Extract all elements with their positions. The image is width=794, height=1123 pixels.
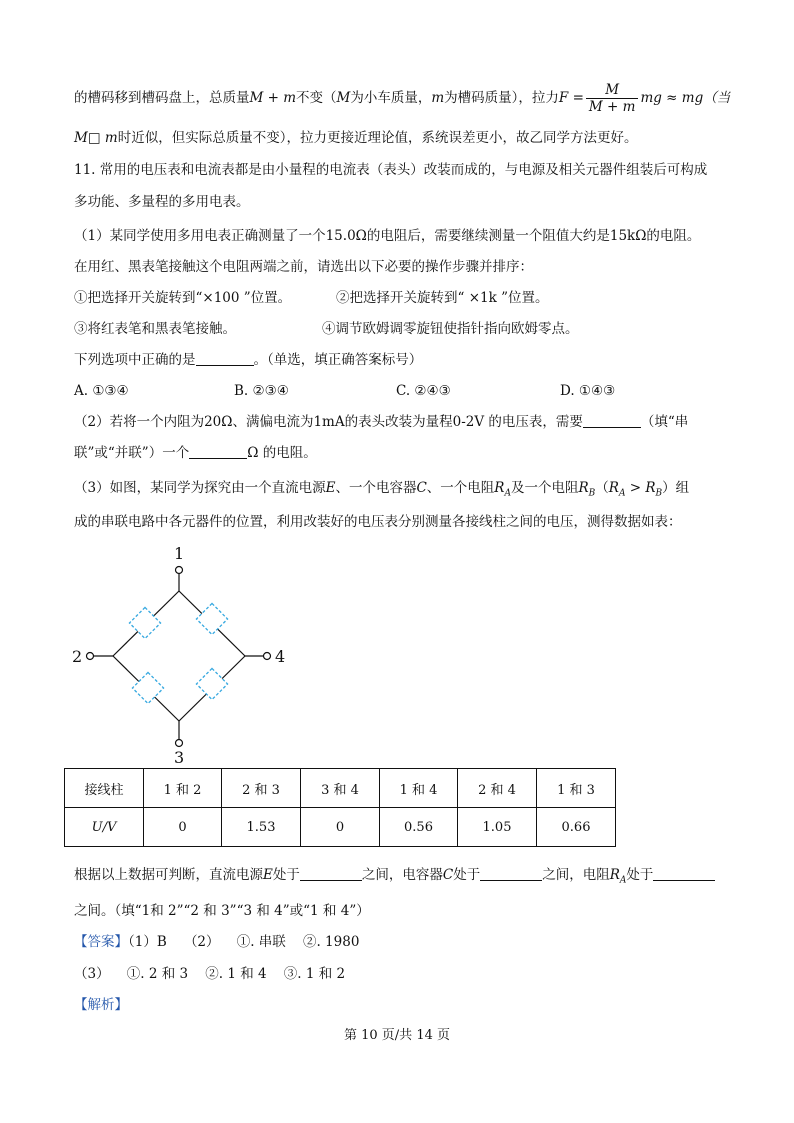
component-box-1-2: [129, 607, 160, 638]
component-box-1-4: [196, 603, 227, 634]
table-header-cell: 接线柱: [65, 769, 144, 808]
terminal-1: [176, 567, 183, 574]
answer-blank[interactable]: [196, 351, 254, 366]
option-a[interactable]: A. ①③④: [74, 383, 129, 399]
circuit-diagram: [70, 543, 290, 768]
step-1: ①把选择开关旋转到“×100 ”位置。: [74, 290, 292, 306]
answer-blank[interactable]: [583, 413, 641, 428]
part-3-line-1: （3）如图，某同学为探究由一个直流电源E、一个电容器C、一个电阻$R_A$及一个电阻$R_B(R_A > R_B)$组: [74, 480, 690, 499]
option-b[interactable]: B. ②③④: [234, 383, 289, 399]
text-line-2: M□ m时近似，但实际总质量不变），拉力更接近理论值，系统误差更小，故乙同学方法更好。: [74, 130, 638, 146]
table-header-cell: 2 和 3: [222, 769, 301, 808]
part-1-line: （1）某同学使用多用电表正确测量了一个15.0Ω的电阻后，需要继续测量一个阻值大约是15kΩ的电阻。: [74, 228, 701, 244]
part-2-line-1: （2）若将一个内阻为20Ω、满偏电流为1mA的表头改装为量程0-2V 的电压表，需要 （填“串: [74, 414, 689, 430]
judge-line-1: 根据以上数据可判断，直流电源E处于 之间，电容器C处于 之间，电阻$R_A$处于: [74, 865, 715, 891]
answer-blank[interactable]: [300, 866, 362, 881]
part-3-line-2: 成的串联电路中各元器件的位置，利用改装好的电压表分别测量各接线柱之间的电压，测得数据如表：: [74, 514, 682, 530]
answer-line-1: 【答案】（1）B （2） ①. 串联 ②. 1980: [74, 934, 360, 950]
component-box-3-4: [196, 668, 227, 699]
table-cell: 1.53: [222, 808, 301, 847]
part-1-instruction: 在用红、黑表笔接触这个电阻两端之前，请选出以下必要的操作步骤并排序：: [74, 259, 533, 275]
answer-tag: 【答案】: [74, 934, 128, 950]
table-header-cell: 2 和 4: [458, 769, 537, 808]
table-header-row: [65, 769, 616, 808]
table-header-cell: 1 和 2: [144, 769, 222, 808]
terminal-label-4: 4: [275, 647, 286, 666]
text-line-1: 的槽码移到槽码盘上，总质量M + m不变（M为小车质量，m为槽码质量），拉力F = $\frac{M}{M + m}$ mg ≈ mg（当: [74, 82, 731, 115]
answer-blank[interactable]: [189, 444, 247, 459]
table-header-cell: 3 和 4: [301, 769, 380, 808]
step-4: ④调节欧姆调零旋钮使指针指向欧姆零点。: [322, 321, 579, 337]
part-2-line-2: 联”或“并联”）一个 Ω 的电阻。: [74, 445, 317, 461]
question-11-line-1: 11. 常用的电压表和电流表都是由小量程的电流表（表头）改装而成的，与电源及相关元器件组装后可构成: [74, 162, 708, 178]
step-2: ②把选择开关旋转到“ ×1k ”位置。: [336, 290, 549, 306]
option-d[interactable]: D. ①④③: [560, 383, 616, 399]
table-header-cell: 1 和 4: [380, 769, 458, 808]
step-3: ③将红表笔和黑表笔接触。: [74, 321, 236, 337]
table-cell: 0: [301, 808, 380, 847]
voltage-table: [64, 768, 616, 847]
terminal-label-1: 1: [174, 544, 185, 563]
table-cell: 0: [144, 808, 222, 847]
terminal-label-2: 2: [72, 647, 83, 666]
terminal-4: [264, 653, 271, 660]
option-c[interactable]: C. ②④③: [396, 383, 451, 399]
table-header-cell: 1 和 3: [537, 769, 616, 808]
answer-blank[interactable]: [653, 866, 715, 881]
question-11-line-2: 多功能、多量程的多用电表。: [74, 194, 250, 210]
terminal-2: [87, 653, 94, 660]
judge-line-2: 之间。（填“1和 2”“2 和 3”“3 和 4”或“1 和 4”）: [74, 903, 370, 919]
select-prompt: 下列选项中正确的是 。（单选，填正确答案标号）: [74, 352, 423, 368]
table-cell: 0.66: [537, 808, 616, 847]
table-row: [65, 808, 616, 847]
table-cell: 0.56: [380, 808, 458, 847]
page-footer: 第 10 页/共 14 页: [344, 1028, 450, 1043]
analysis-tag: 【解析】: [74, 997, 128, 1013]
answer-line-2: （3） ①. 2 和 3 ②. 1 和 4 ③. 1 和 2: [74, 966, 346, 982]
terminal-label-3: 3: [174, 748, 185, 767]
table-cell: 1.05: [458, 808, 537, 847]
fraction: $\frac{M}{M + m}$: [586, 82, 639, 115]
terminal-3: [176, 740, 183, 747]
answer-blank[interactable]: [480, 866, 542, 881]
table-cell: U/V: [65, 808, 144, 847]
component-box-2-3: [132, 672, 163, 703]
